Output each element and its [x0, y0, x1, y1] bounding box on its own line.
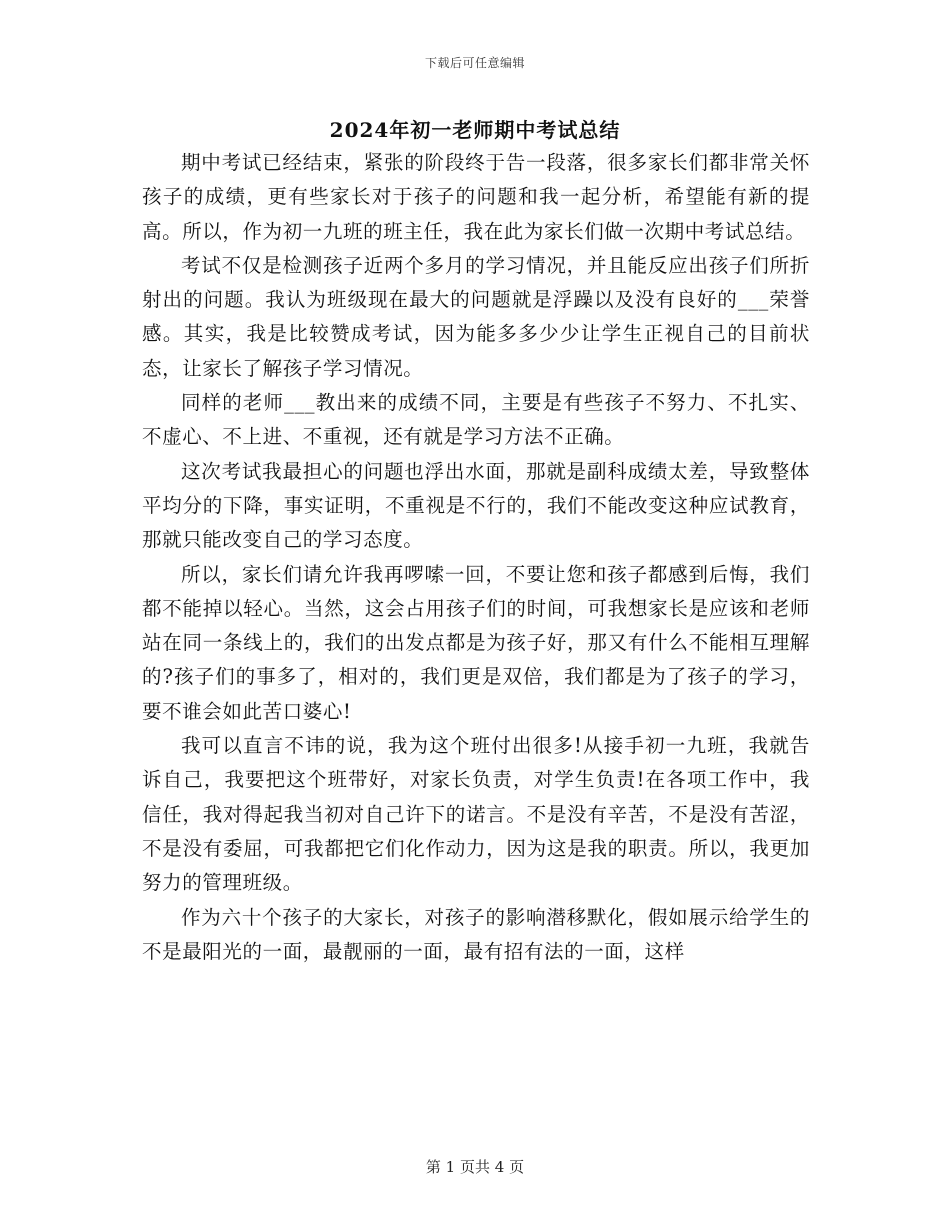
paragraph: 期中考试已经结束，紧张的阶段终于告一段落，很多家长们都非常关怀孩子的成绩，更有些家长对于孩子的问题和我一起分析，希望能有新的提高。所以，作为初一九班的班主任，我在此为家长们做一次期中考试总结。 — [142, 151, 810, 243]
paragraph: 同样的老师___教出来的成绩不同，主要是有些孩子不努力、不扎实、不虚心、不上进、不重视，还有就是学习方法不正确。 — [142, 391, 810, 449]
page-number-footer: 第 1 页共 4 页 — [425, 1158, 525, 1176]
paragraph: 这次考试我最担心的问题也浮出水面，那就是副科成绩太差，导致整体平均分的下降，事实证明，不重视是不行的，我们不能改变这种应试教育，那就只能改变自己的学习态度。 — [142, 459, 810, 552]
paragraph: 所以，家长们请允许我再啰嗦一回，不要让您和孩子都感到后悔，我们都不能掉以轻心。当然，这会占用孩子们的时间，可我想家长是应该和老师站在同一条线上的，我们的出发点都是为孩子好，那又有什么不能相互理解的?孩子们的事多了，相对的，我们更是双倍，我们都是为了孩子的学习，要不谁会如此苦口婆心! — [142, 562, 810, 723]
document-title: 2024年初一老师期中考试总结 — [329, 118, 621, 142]
paragraph: 考试不仅是检测孩子近两个多月的学习情况，并且能反应出孩子们所折射出的问题。我认为班级现在最大的问题就是浮躁以及没有良好的___荣誉感。其实，我是比较赞成考试，因为能多多少少让学生正视自己的目前状态，让家长了解孩子学习情况。 — [142, 253, 810, 380]
paragraph: 我可以直言不讳的说，我为这个班付出很多!从接手初一九班，我就告诉自己，我要把这个班带好，对家长负责，对学生负责!在各项工作中，我信任，我对得起我当初对自己许下的诺言。不是没有辛苦，不是没有苦涩，不是没有委屈，可我都把它们化作动力，因为这是我的职责。所以，我更加努力的管理班级。 — [142, 734, 810, 895]
header-note: 下载后可任意编辑 — [424, 56, 525, 70]
paragraph: 作为六十个孩子的大家长，对孩子的影响潜移默化，假如展示给学生的不是最阳光的一面，最靓丽的一面，最有招有法的一面，这样 — [142, 905, 810, 963]
document-body — [142, 146, 810, 969]
